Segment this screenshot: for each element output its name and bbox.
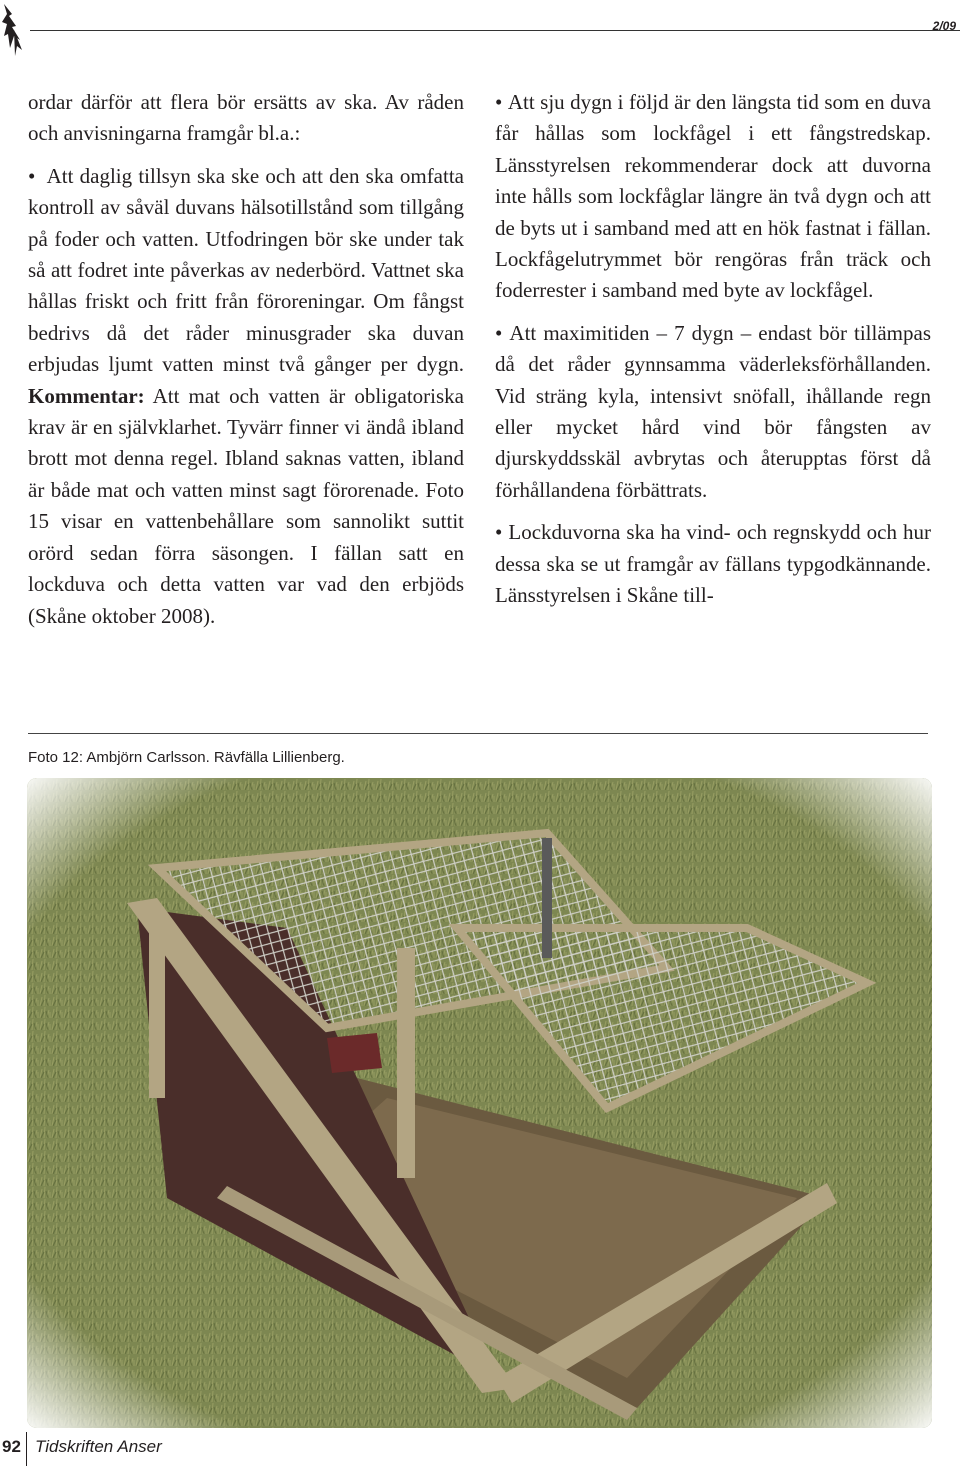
comment-label: Kommentar:	[28, 383, 145, 408]
page-footer	[0, 1432, 300, 1466]
bullet-shelter: • Lockduvorna ska ha vind- och regnskydd och hur dessa ska se ut framgår av fällans typgodkännande. Länsstyrelsen i Skåne till-	[495, 517, 931, 611]
bullet-daily-supervision	[28, 161, 464, 632]
bullet-seven-days: • Att sju dygn i följd är den längsta tid som en duva får hållas som lockfågel i ett fångstredskap. Länsstyrelsen rekommenderar dock att duvorna inte hålls som lockfåglar längre än två dygn och att de byts ut i samband med att en hök fastnat i fällan. Lockfågelutrymmet bör rengöras från träck och foderrester i samband med byte av lockfågel.	[495, 87, 931, 307]
journal-name: Tidskriften Anser	[35, 1437, 162, 1456]
bullet-max-time: • Att maximitiden – 7 dygn – endast bör tillämpas då det råder gynnsamma väderleksförhållanden. Vid sträng kyla, intensivt snöfall, ihållande regn eller mycket hård vind bör fångsten av djurskyddsskäl avbrytas och återupptas först då förhållandena förbättrats.	[495, 318, 931, 506]
footer-divider	[26, 1432, 27, 1466]
fox-trap-photo	[27, 778, 932, 1428]
photo-caption: Foto 12: Ambjörn Carlsson. Rävfälla Lillienberg.	[28, 749, 345, 766]
issue-number: 2/09	[932, 19, 956, 33]
caption-rule	[28, 733, 928, 734]
header-rule	[30, 30, 960, 31]
page-number: 92	[2, 1437, 21, 1456]
comment-text: Att mat och vatten är obligatoriska krav är en självklarhet. Tyvärr finner vi ändå ibland brott mot denna regel. Ibland saknas vatten, ibland är både mat och vatten minst sagt förorenade. Foto 15 visar en vattenbehållare som sannolikt suttit orörd sedan förra säsongen. I fällan satt en lockduva och detta vatten var vad den erbjöds (Skåne oktober 2008).	[28, 383, 465, 628]
left-column	[28, 87, 464, 632]
bullet-text: Att daglig tillsyn ska ske och att den ska omfatta kontroll av såväl duvans hälsotillstånd som tillgång på foder och vatten. Utfodringen bör ske under tak så att fodret inte påverkas av nederbörd. Vattnet ska hållas friskt och fritt från föroreningar. Om fångst bedrivs då det råder minusgrader ska duvan erbjudas ljumt vatten minst två gånger per dygn.	[28, 163, 464, 377]
bird-logo-icon	[0, 0, 30, 60]
intro-paragraph: ordar därför att flera bör ersätts av ska. Av råden och anvisningarna framgår bl.a.:	[28, 90, 464, 146]
right-column	[495, 87, 931, 612]
